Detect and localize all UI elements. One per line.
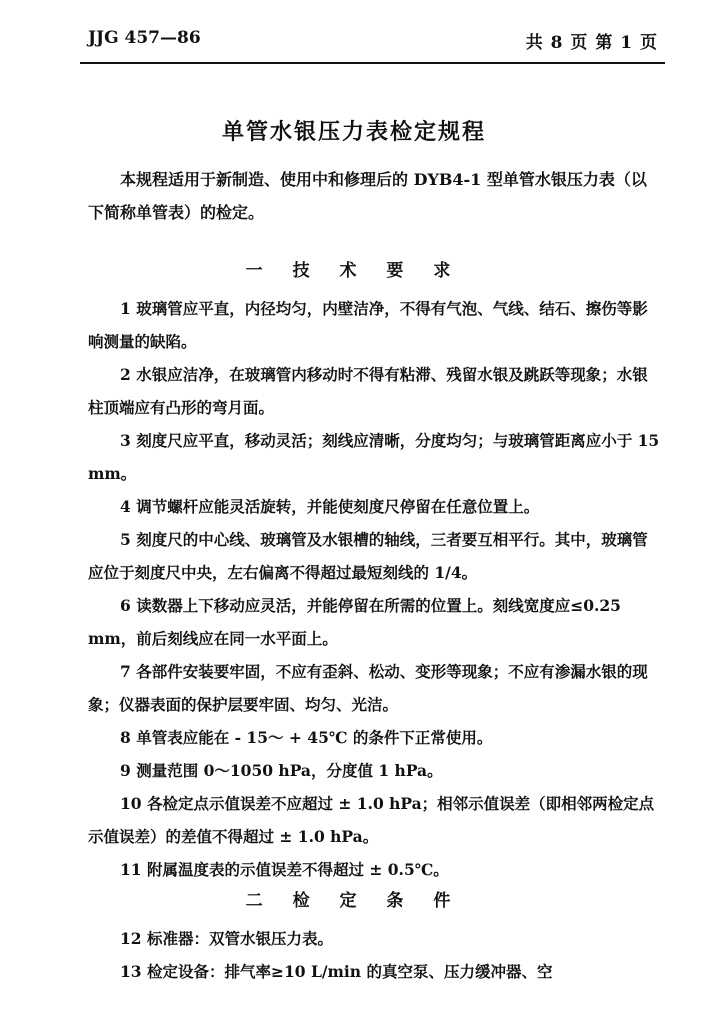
page-count: 共 8 页 第 1 页 — [525, 33, 658, 53]
clause-12: 12 标准器：双管水银压力表。 — [120, 929, 333, 948]
page-header — [88, 28, 658, 58]
section-2-items — [88, 922, 660, 988]
document-title: 单管水银压力表检定规程 — [221, 119, 486, 145]
clause-4: 4 调节螺杆应能灵活旋转，并能使刻度尺停留在任意位置上。 — [120, 497, 540, 516]
clause-5: 5 刻度尺的中心线、玻璃管及水银槽的轴线，三者要互相平行。其中，玻璃管应位于刻度尺中央，左右偏离不得超过最短刻线的 1/4。 — [88, 530, 648, 582]
standard-code: JJG 457—86 — [88, 28, 201, 48]
clause-10: 10 各检定点示值误差不应超过 ± 1.0 hPa；相邻示值误差（即相邻两检定点示值误差）的差值不得超过 ± 1.0 hPa。 — [88, 794, 655, 846]
section-1-items — [88, 292, 660, 886]
clause-1: 1 玻璃管应平直，内径均匀，内壁洁净，不得有气泡、气线、结石、擦伤等影响测量的缺陷。 — [88, 299, 648, 351]
clause-13: 13 检定设备：排气率≥10 L/min 的真空泵、压力缓冲器、空 — [120, 962, 553, 981]
section-heading-verification-conditions: 二 检 定 条 件 — [245, 891, 463, 911]
clause-2: 2 水银应洁净，在玻璃管内移动时不得有粘滞、残留水银及跳跃等现象；水银柱顶端应有凸形的弯月面。 — [88, 365, 648, 417]
section-heading-technical-requirements: 一 技 术 要 求 — [245, 261, 463, 281]
clause-11: 11 附属温度表的示值误差不得超过 ± 0.5℃。 — [120, 860, 449, 879]
intro-paragraph: 本规程适用于新制造、使用中和修理后的 DYB4-1 型单管水银压力表（以下简称单管表）的检定。 — [88, 170, 647, 222]
clause-9: 9 测量范围 0～1050 hPa，分度值 1 hPa。 — [120, 761, 443, 780]
clause-8: 8 单管表应能在 - 15～ + 45℃ 的条件下正常使用。 — [120, 728, 493, 747]
clause-6: 6 读数器上下移动应灵活，并能停留在所需的位置上。刻线宽度应≤0.25 mm，前后刻线应在同一水平面上。 — [88, 596, 621, 648]
header-rule — [80, 62, 665, 64]
clause-7: 7 各部件安装要牢固，不应有歪斜、松动、变形等现象；不应有渗漏水银的现象；仪器表面的保护层要牢固、均匀、光洁。 — [88, 662, 648, 714]
clause-3: 3 刻度尺应平直，移动灵活；刻线应清晰，分度均匀；与玻璃管距离应小于 15 mm。 — [88, 431, 660, 483]
